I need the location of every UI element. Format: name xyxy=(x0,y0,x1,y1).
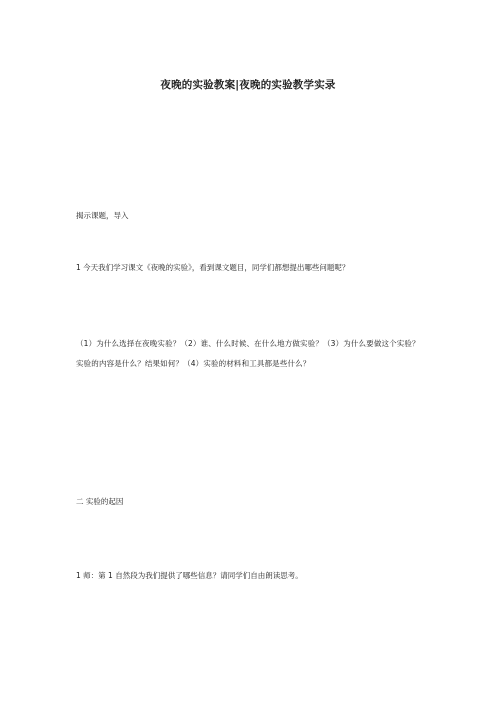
paragraph-question-list: （1）为什么选择在夜晚实验？（2）谁、什么时候、在什么地方做实验？（3）为什么要做这个实验？实验的内容是什么？结果如何？（4）实验的材料和工具都是些什么？ xyxy=(76,339,420,368)
paragraph-section-heading: 二 实验的起因 xyxy=(76,497,124,506)
paragraph-question-prompt: 1 今天我们学习课文《夜晚的实验》，看到课文题目，同学们都想提出哪些问题呢？ xyxy=(76,263,350,272)
document-title: 夜晚的实验教案|夜晚的实验教学实录 xyxy=(160,79,336,91)
paragraph-teacher-prompt: 1 师：第 1 自然段为我们提供了哪些信息？请同学们自由朗读思考。 xyxy=(76,571,303,580)
paragraph-intro-heading: 揭示课题，导入 xyxy=(76,211,129,220)
